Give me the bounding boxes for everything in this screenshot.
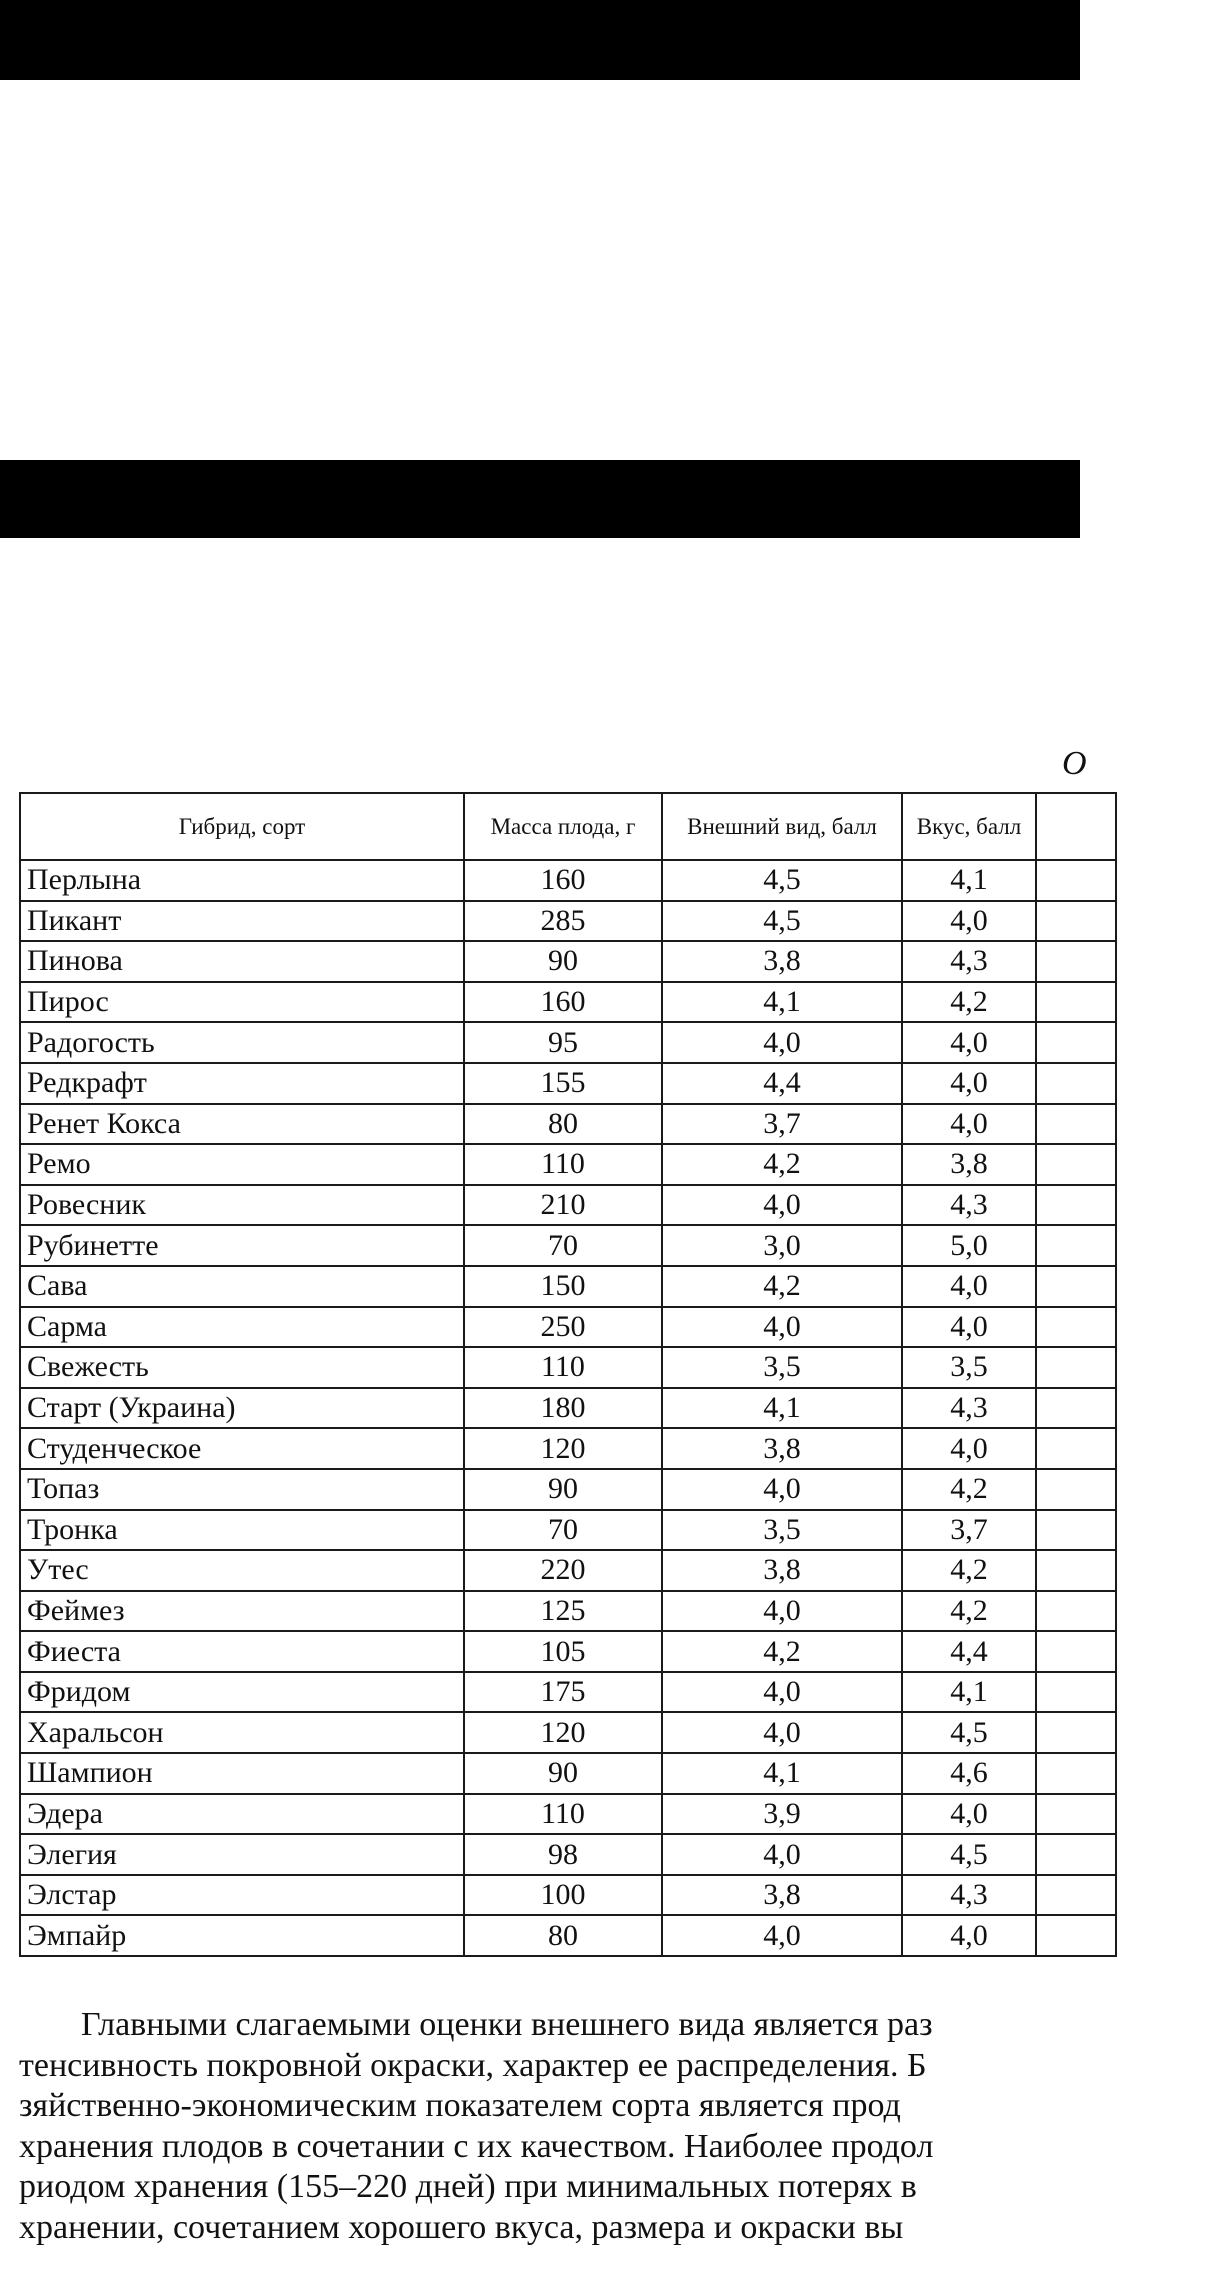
table-row — [20, 1225, 1116, 1266]
cell-variety: Студенческое — [20, 1428, 464, 1469]
cell-cut-off — [1036, 1834, 1116, 1875]
cell-taste: 4,0 — [902, 1104, 1036, 1145]
cell-taste: 4,6 — [902, 1753, 1036, 1794]
table-row — [20, 1388, 1116, 1429]
cell-taste: 4,5 — [902, 1834, 1036, 1875]
middle-black-bar — [0, 460, 1080, 538]
cell-fruit-mass: 180 — [464, 1388, 662, 1429]
table-row — [20, 1144, 1116, 1185]
cell-fruit-mass: 90 — [464, 941, 662, 982]
cell-appearance: 3,5 — [662, 1347, 902, 1388]
cell-fruit-mass: 125 — [464, 1591, 662, 1632]
cell-fruit-mass: 70 — [464, 1510, 662, 1551]
cell-taste: 4,0 — [902, 1022, 1036, 1063]
cell-variety: Перлына — [20, 860, 464, 901]
cell-cut-off — [1036, 1753, 1116, 1794]
cell-variety: Элегия — [20, 1834, 464, 1875]
cell-cut-off — [1036, 1225, 1116, 1266]
top-black-bar — [0, 0, 1080, 80]
cell-appearance: 4,0 — [662, 1469, 902, 1510]
cell-taste: 5,0 — [902, 1225, 1036, 1266]
cell-variety: Пирос — [20, 982, 464, 1023]
cell-cut-off — [1036, 860, 1116, 901]
table-row — [20, 1185, 1116, 1226]
cell-appearance: 3,8 — [662, 1428, 902, 1469]
cell-appearance: 4,2 — [662, 1144, 902, 1185]
cell-fruit-mass: 220 — [464, 1550, 662, 1591]
cell-variety: Сарма — [20, 1307, 464, 1348]
cell-appearance: 3,8 — [662, 941, 902, 982]
cell-taste: 4,3 — [902, 1185, 1036, 1226]
cell-cut-off — [1036, 1185, 1116, 1226]
cell-appearance: 3,0 — [662, 1225, 902, 1266]
table-row — [20, 1347, 1116, 1388]
cell-taste: 3,8 — [902, 1144, 1036, 1185]
cell-fruit-mass: 150 — [464, 1266, 662, 1307]
paragraph-line: риодом хранения (155–220 дней) при минимальных потерях в — [19, 2168, 917, 2206]
cell-appearance: 4,0 — [662, 1915, 902, 1956]
cell-appearance: 3,7 — [662, 1104, 902, 1145]
cell-taste: 4,1 — [902, 860, 1036, 901]
table-row — [20, 1510, 1116, 1551]
cell-taste: 4,0 — [902, 1794, 1036, 1835]
cell-cut-off — [1036, 1022, 1116, 1063]
cell-fruit-mass: 155 — [464, 1063, 662, 1104]
cell-fruit-mass: 90 — [464, 1469, 662, 1510]
table-row — [20, 1428, 1116, 1469]
cell-fruit-mass: 110 — [464, 1347, 662, 1388]
cell-variety: Свежесть — [20, 1347, 464, 1388]
cell-taste: 4,2 — [902, 982, 1036, 1023]
cell-variety: Сава — [20, 1266, 464, 1307]
cell-taste: 4,4 — [902, 1631, 1036, 1672]
cell-fruit-mass: 98 — [464, 1834, 662, 1875]
cell-fruit-mass: 250 — [464, 1307, 662, 1348]
cell-cut-off — [1036, 1388, 1116, 1429]
cell-fruit-mass: 175 — [464, 1672, 662, 1713]
table-row — [20, 1915, 1116, 1956]
cell-appearance: 3,5 — [662, 1510, 902, 1551]
cell-appearance: 4,1 — [662, 1388, 902, 1429]
cell-variety: Харальсон — [20, 1712, 464, 1753]
table-row — [20, 1063, 1116, 1104]
cell-taste: 4,0 — [902, 1915, 1036, 1956]
paragraph-line: тенсивность покровной окраски, характер ее распределения. Б — [19, 2046, 927, 2084]
cell-fruit-mass: 110 — [464, 1144, 662, 1185]
table-row — [20, 1266, 1116, 1307]
cell-variety: Редкрафт — [20, 1063, 464, 1104]
cell-fruit-mass: 100 — [464, 1875, 662, 1916]
cell-appearance: 4,0 — [662, 1834, 902, 1875]
cell-fruit-mass: 160 — [464, 860, 662, 901]
table-row — [20, 1794, 1116, 1835]
cell-taste: 4,1 — [902, 1672, 1036, 1713]
cell-cut-off — [1036, 901, 1116, 942]
cell-cut-off — [1036, 941, 1116, 982]
cell-cut-off — [1036, 1428, 1116, 1469]
cell-appearance: 3,8 — [662, 1550, 902, 1591]
table-row — [20, 1875, 1116, 1916]
cell-taste: 4,0 — [902, 1266, 1036, 1307]
cell-variety: Элстар — [20, 1875, 464, 1916]
table-row — [20, 860, 1116, 901]
cell-taste: 4,2 — [902, 1591, 1036, 1632]
cell-appearance: 4,5 — [662, 860, 902, 901]
cell-fruit-mass: 285 — [464, 901, 662, 942]
table-row — [20, 941, 1116, 982]
cell-fruit-mass: 95 — [464, 1022, 662, 1063]
cell-variety: Ренет Кокса — [20, 1104, 464, 1145]
cell-fruit-mass: 70 — [464, 1225, 662, 1266]
cell-appearance: 4,0 — [662, 1591, 902, 1632]
paragraph-line: Главными слагаемыми оценки внешнего вида является раз — [81, 2006, 933, 2043]
cell-taste: 4,3 — [902, 941, 1036, 982]
cell-fruit-mass: 105 — [464, 1631, 662, 1672]
cell-variety: Тронка — [20, 1510, 464, 1551]
table-row — [20, 901, 1116, 942]
cell-cut-off — [1036, 1347, 1116, 1388]
cell-variety: Эдера — [20, 1794, 464, 1835]
table-row — [20, 1469, 1116, 1510]
header-fruit-mass: Масса плода, г — [464, 793, 662, 860]
cell-cut-off — [1036, 1510, 1116, 1551]
cell-cut-off — [1036, 1063, 1116, 1104]
cell-appearance: 4,1 — [662, 982, 902, 1023]
table-continuation-label: О — [1062, 745, 1087, 782]
cell-variety: Пинова — [20, 941, 464, 982]
cell-appearance: 3,9 — [662, 1794, 902, 1835]
cell-variety: Фиеста — [20, 1631, 464, 1672]
cell-taste: 4,2 — [902, 1550, 1036, 1591]
cell-appearance: 4,0 — [662, 1672, 902, 1713]
cell-fruit-mass: 90 — [464, 1753, 662, 1794]
cell-fruit-mass: 120 — [464, 1712, 662, 1753]
cell-fruit-mass: 210 — [464, 1185, 662, 1226]
cell-appearance: 4,1 — [662, 1753, 902, 1794]
paragraph-line: зяйственно-экономическим показателем сорта является прод — [19, 2087, 901, 2125]
cell-taste: 4,0 — [902, 1428, 1036, 1469]
cell-cut-off — [1036, 1915, 1116, 1956]
table-row — [20, 1834, 1116, 1875]
cell-taste: 4,0 — [902, 1063, 1036, 1104]
cell-appearance: 4,2 — [662, 1266, 902, 1307]
cell-cut-off — [1036, 1469, 1116, 1510]
cell-fruit-mass: 110 — [464, 1794, 662, 1835]
body-paragraph — [19, 2005, 1219, 2249]
variety-table — [19, 792, 1117, 1957]
paragraph-line: хранении, сочетанием хорошего вкуса, размера и окраски вы — [19, 2208, 904, 2246]
cell-cut-off — [1036, 1307, 1116, 1348]
cell-variety: Утес — [20, 1550, 464, 1591]
cell-cut-off — [1036, 1712, 1116, 1753]
cell-taste: 4,3 — [902, 1388, 1036, 1429]
cell-appearance: 4,2 — [662, 1631, 902, 1672]
cell-appearance: 4,0 — [662, 1022, 902, 1063]
cell-appearance: 4,0 — [662, 1307, 902, 1348]
table-row — [20, 1672, 1116, 1713]
cell-cut-off — [1036, 982, 1116, 1023]
cell-appearance: 3,8 — [662, 1875, 902, 1916]
cell-variety: Ремо — [20, 1144, 464, 1185]
table-row — [20, 1753, 1116, 1794]
cell-cut-off — [1036, 1591, 1116, 1632]
cell-cut-off — [1036, 1794, 1116, 1835]
table-row — [20, 1591, 1116, 1632]
cell-variety: Рубинетте — [20, 1225, 464, 1266]
cell-variety: Топаз — [20, 1469, 464, 1510]
header-appearance: Внешний вид, балл — [662, 793, 902, 860]
table-row — [20, 1550, 1116, 1591]
table-row — [20, 1104, 1116, 1145]
cell-variety: Старт (Украина) — [20, 1388, 464, 1429]
cell-fruit-mass: 80 — [464, 1915, 662, 1956]
cell-appearance: 4,4 — [662, 1063, 902, 1104]
cell-taste: 4,0 — [902, 901, 1036, 942]
cell-taste: 4,3 — [902, 1875, 1036, 1916]
cell-cut-off — [1036, 1104, 1116, 1145]
cell-cut-off — [1036, 1266, 1116, 1307]
cell-variety: Радогость — [20, 1022, 464, 1063]
paragraph-line: хранения плодов в сочетании с их качеством. Наиболее продол — [19, 2127, 934, 2165]
cell-appearance: 4,0 — [662, 1712, 902, 1753]
cell-fruit-mass: 80 — [464, 1104, 662, 1145]
table-body — [20, 860, 1116, 1956]
cell-taste: 3,7 — [902, 1510, 1036, 1551]
cell-taste: 4,5 — [902, 1712, 1036, 1753]
cell-variety: Эмпайр — [20, 1915, 464, 1956]
cell-cut-off — [1036, 1672, 1116, 1713]
table-header-row — [20, 793, 1116, 860]
cell-variety: Фридом — [20, 1672, 464, 1713]
cell-taste: 4,0 — [902, 1307, 1036, 1348]
table-row — [20, 1022, 1116, 1063]
cell-taste: 4,2 — [902, 1469, 1036, 1510]
cell-fruit-mass: 160 — [464, 982, 662, 1023]
table-row — [20, 1712, 1116, 1753]
header-taste: Вкус, балл — [902, 793, 1036, 860]
cell-variety: Феймез — [20, 1591, 464, 1632]
header-cut-off — [1036, 793, 1116, 860]
cell-cut-off — [1036, 1550, 1116, 1591]
cell-fruit-mass: 120 — [464, 1428, 662, 1469]
cell-variety: Пикант — [20, 901, 464, 942]
cell-appearance: 4,0 — [662, 1185, 902, 1226]
cell-variety: Ровесник — [20, 1185, 464, 1226]
cell-variety: Шампион — [20, 1753, 464, 1794]
table-row — [20, 1307, 1116, 1348]
cell-cut-off — [1036, 1631, 1116, 1672]
cell-cut-off — [1036, 1144, 1116, 1185]
cell-appearance: 4,5 — [662, 901, 902, 942]
table-row — [20, 1631, 1116, 1672]
cell-taste: 3,5 — [902, 1347, 1036, 1388]
table-row — [20, 982, 1116, 1023]
cell-cut-off — [1036, 1875, 1116, 1916]
header-variety: Гибрид, сорт — [20, 793, 464, 860]
